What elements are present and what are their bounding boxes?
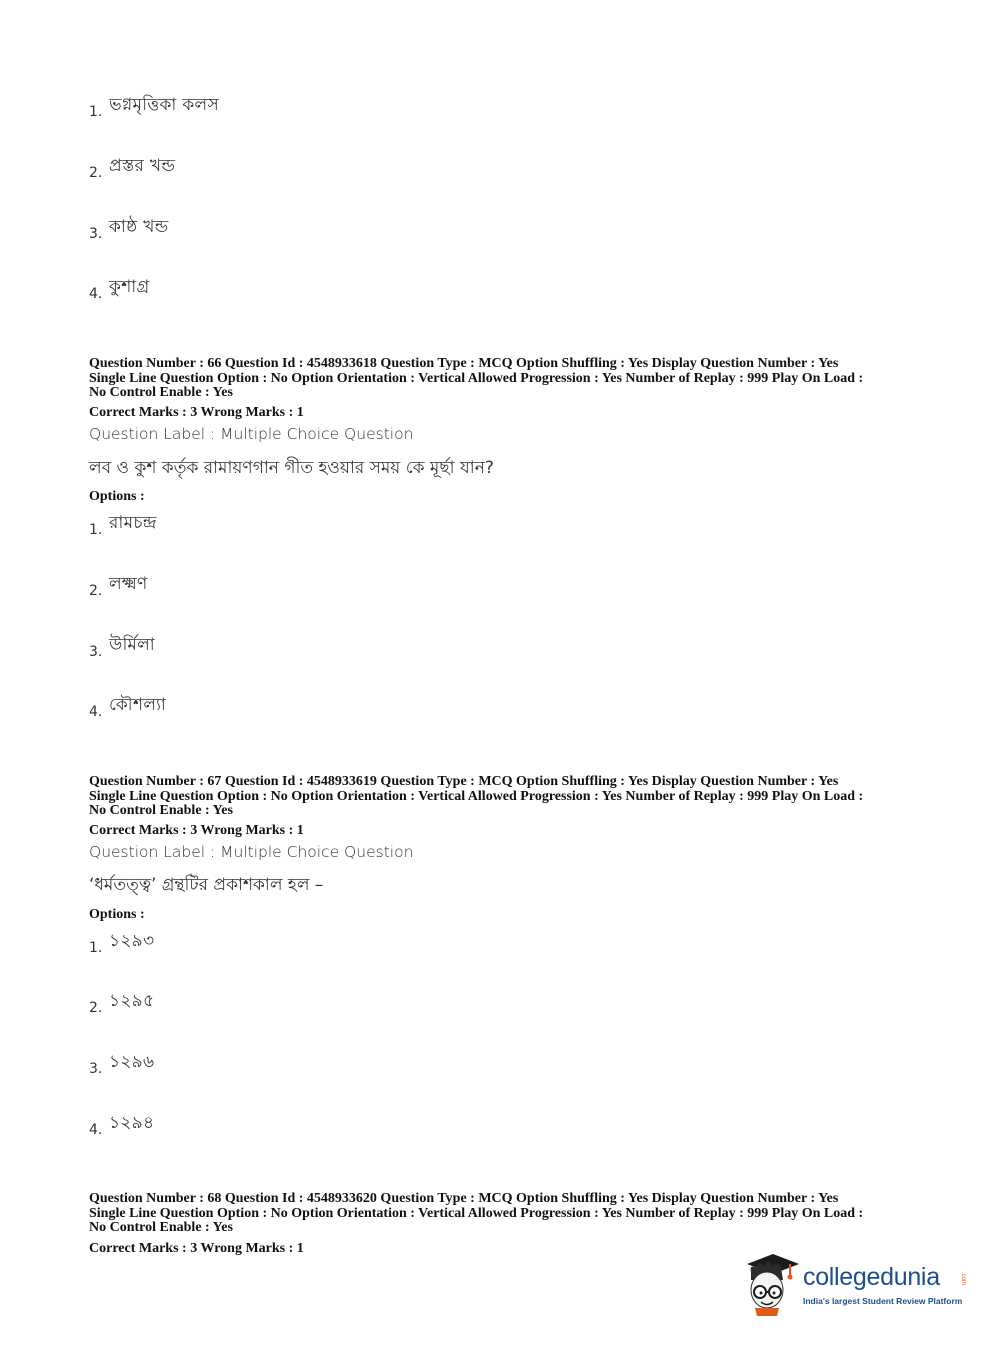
meta-line: Single Line Question Option : No Option Orientation : Vertical Allowed Progression : Yes Number of Replay : 999 Play On Load : — [89, 1205, 864, 1221]
option-text: উর্মিলা — [109, 635, 156, 655]
question-marks: Correct Marks : 3 Wrong Marks : 1 — [89, 1241, 304, 1256]
option-number: 2. — [89, 1000, 103, 1016]
option-number: 3. — [89, 644, 103, 660]
option-text: ১২৯৪ — [109, 1113, 155, 1133]
option-text: ১২৯৫ — [109, 991, 155, 1011]
option-number: 1. — [89, 104, 103, 120]
brand-name: collegedunia — [803, 1263, 940, 1291]
option-number: 1. — [89, 522, 103, 538]
question-meta — [89, 1192, 919, 1236]
question-marks: Correct Marks : 3 Wrong Marks : 1 — [89, 823, 304, 838]
option-number: 2. — [89, 583, 103, 599]
option-number: 4. — [89, 1122, 103, 1138]
options-label: Options : — [89, 907, 145, 922]
option-text: প্রস্তর খন্ড — [109, 156, 176, 176]
option-number: 1. — [89, 940, 103, 956]
question-marks: Correct Marks : 3 Wrong Marks : 1 — [89, 405, 304, 420]
options-label: Options : — [89, 489, 145, 504]
option-text: ১২৯৬ — [109, 1052, 155, 1072]
collegedunia-logo — [743, 1250, 973, 1320]
brand-domain: .com — [960, 1272, 966, 1286]
option-number: 2. — [89, 165, 103, 181]
option-text: কাষ্ঠ খন্ড — [109, 217, 169, 237]
option-text: রামচন্দ্র — [109, 513, 157, 533]
option-number: 3. — [89, 226, 103, 242]
meta-line: No Control Enable : Yes — [89, 803, 233, 818]
meta-line: No Control Enable : Yes — [89, 1220, 233, 1235]
option-text: ১২৯৩ — [109, 931, 155, 951]
question-meta — [89, 775, 919, 819]
question-text: লব ও কুশ কর্তৃক রামায়ণগান গীত হওয়ার সময় কে মূর্ছা যান? — [89, 458, 494, 478]
option-number: 3. — [89, 1061, 103, 1077]
brand-tagline: India's largest Student Review Platform — [803, 1296, 963, 1306]
meta-line: Single Line Question Option : No Option Orientation : Vertical Allowed Progression : Yes Number of Replay : 999 Play On Load : — [89, 788, 864, 804]
meta-line: Question Number : 67 Question Id : 4548933619 Question Type : MCQ Option Shuffling : Yes Display Question Number : Yes — [89, 774, 839, 789]
question-label: Question Label : Multiple Choice Question — [89, 425, 414, 443]
mascot-icon — [743, 1250, 801, 1320]
option-number: 4. — [89, 286, 103, 302]
option-text: ভগ্নমৃত্তিকা কলস — [109, 95, 220, 115]
question-meta — [89, 357, 919, 401]
option-number: 4. — [89, 704, 103, 720]
option-text: কৌশল্যা — [109, 695, 167, 715]
meta-line: Question Number : 66 Question Id : 4548933618 Question Type : MCQ Option Shuffling : Yes Display Question Number : Yes — [89, 356, 839, 371]
meta-line: No Control Enable : Yes — [89, 385, 233, 400]
meta-line: Question Number : 68 Question Id : 4548933620 Question Type : MCQ Option Shuffling : Yes Display Question Number : Yes — [89, 1191, 839, 1206]
question-label: Question Label : Multiple Choice Question — [89, 843, 414, 861]
option-text: লক্ষ্মণ — [109, 574, 148, 594]
meta-line: Single Line Question Option : No Option Orientation : Vertical Allowed Progression : Yes Number of Replay : 999 Play On Load : — [89, 370, 864, 386]
option-text: কুশাগ্র — [109, 277, 150, 297]
question-text: ‘ধর্মতত্ত্ব’ গ্রন্থটির প্রকাশকাল হল – — [89, 875, 324, 895]
